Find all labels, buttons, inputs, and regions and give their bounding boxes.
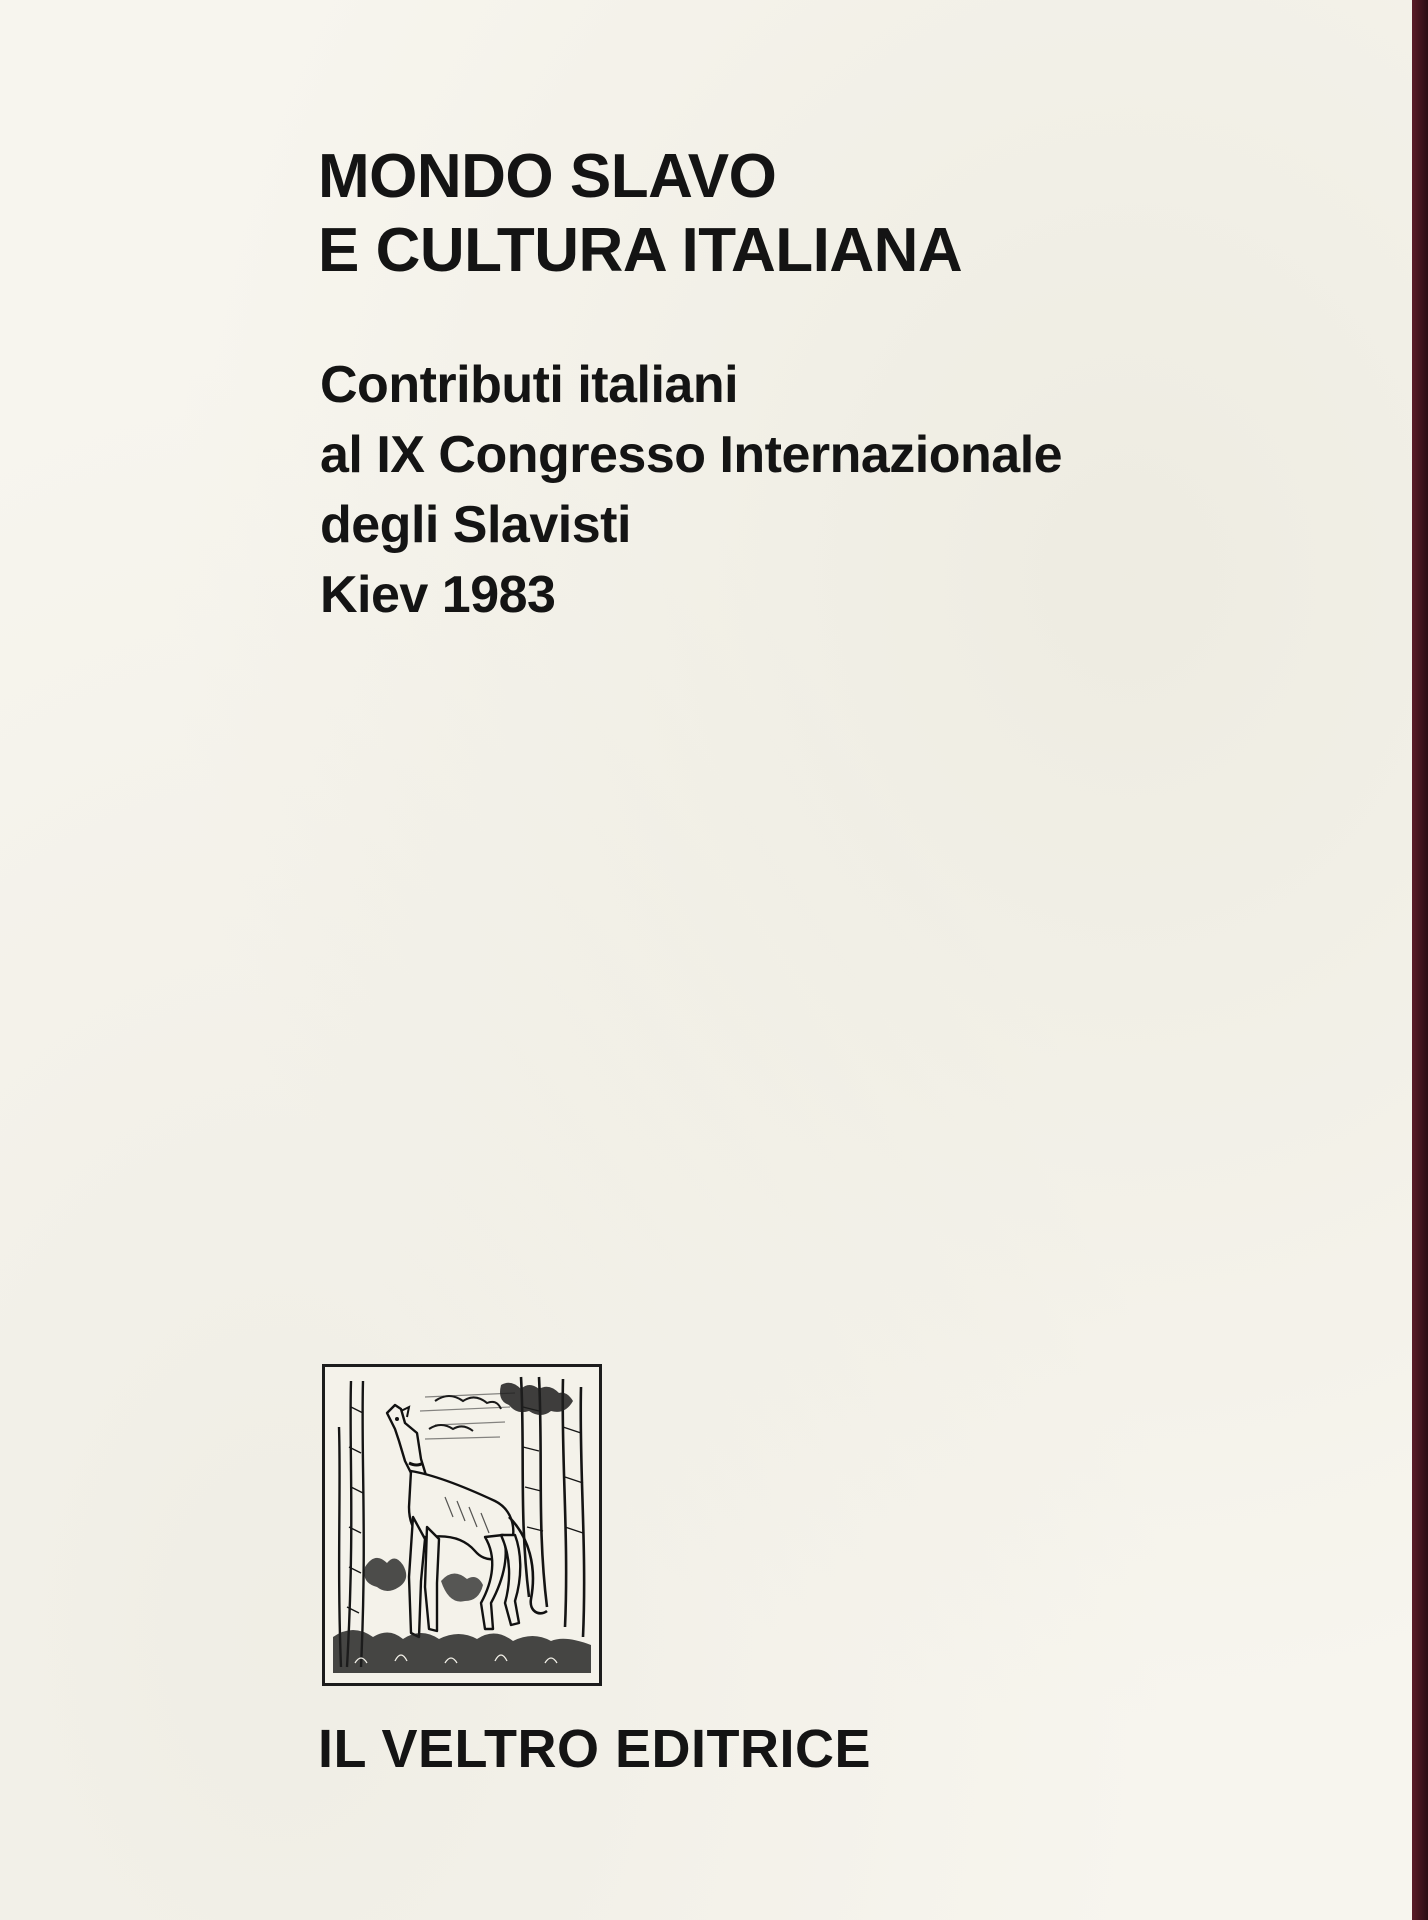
spine-edge bbox=[1412, 0, 1428, 1920]
subtitle-line-4: Kiev 1983 bbox=[320, 566, 556, 624]
greyhound-woodcut-icon bbox=[322, 1364, 602, 1686]
book-subtitle bbox=[320, 350, 1062, 630]
book-title bbox=[318, 140, 962, 288]
subtitle-line-1: Contributi italiani bbox=[320, 356, 739, 414]
title-line-1: MONDO SLAVO bbox=[318, 142, 777, 211]
publisher-name: IL VELTRO EDITRICE bbox=[318, 1719, 872, 1779]
title-line-2: E CULTURA ITALIANA bbox=[318, 216, 963, 285]
subtitle-line-3: degli Slavisti bbox=[320, 496, 631, 554]
subtitle-line-2: al IX Congresso Internazionale bbox=[320, 426, 1063, 484]
